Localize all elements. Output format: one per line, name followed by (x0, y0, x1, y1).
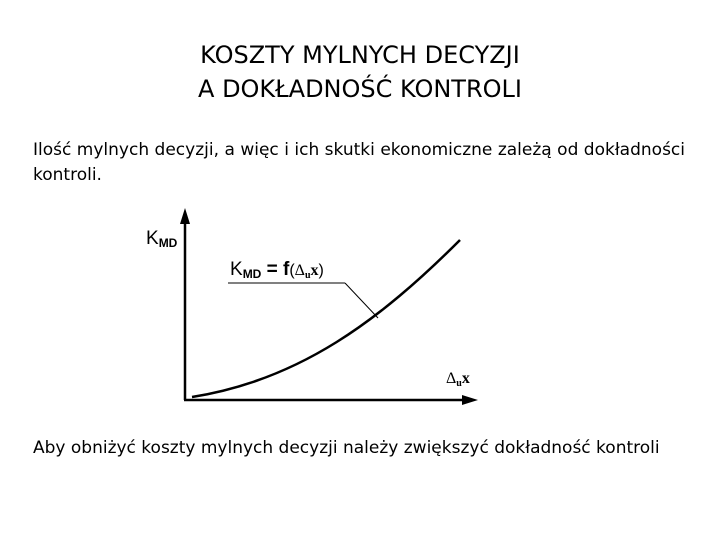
formula-label: KMD = f(Δux) (230, 259, 324, 281)
y-axis-label: KMD (146, 228, 178, 250)
y-axis-arrowhead (180, 208, 190, 224)
x-axis-label: Δux (446, 370, 470, 389)
title-line-2: A DOKŁADNOŚĆ KONTROLI (198, 75, 522, 103)
conclusion-paragraph: Aby obniżyć koszty mylnych decyzji należy zwiększyć dokładność kontroli (33, 438, 660, 458)
x-axis-arrowhead (462, 395, 478, 405)
title-line-1: KOSZTY MYLNYCH DECYZJI (200, 41, 520, 69)
intro-paragraph: Ilość mylnych decyzji, a więc i ich skutki ekonomiczne zależą od dokładności kontroli. (33, 140, 685, 185)
formula-pointer (345, 283, 378, 318)
